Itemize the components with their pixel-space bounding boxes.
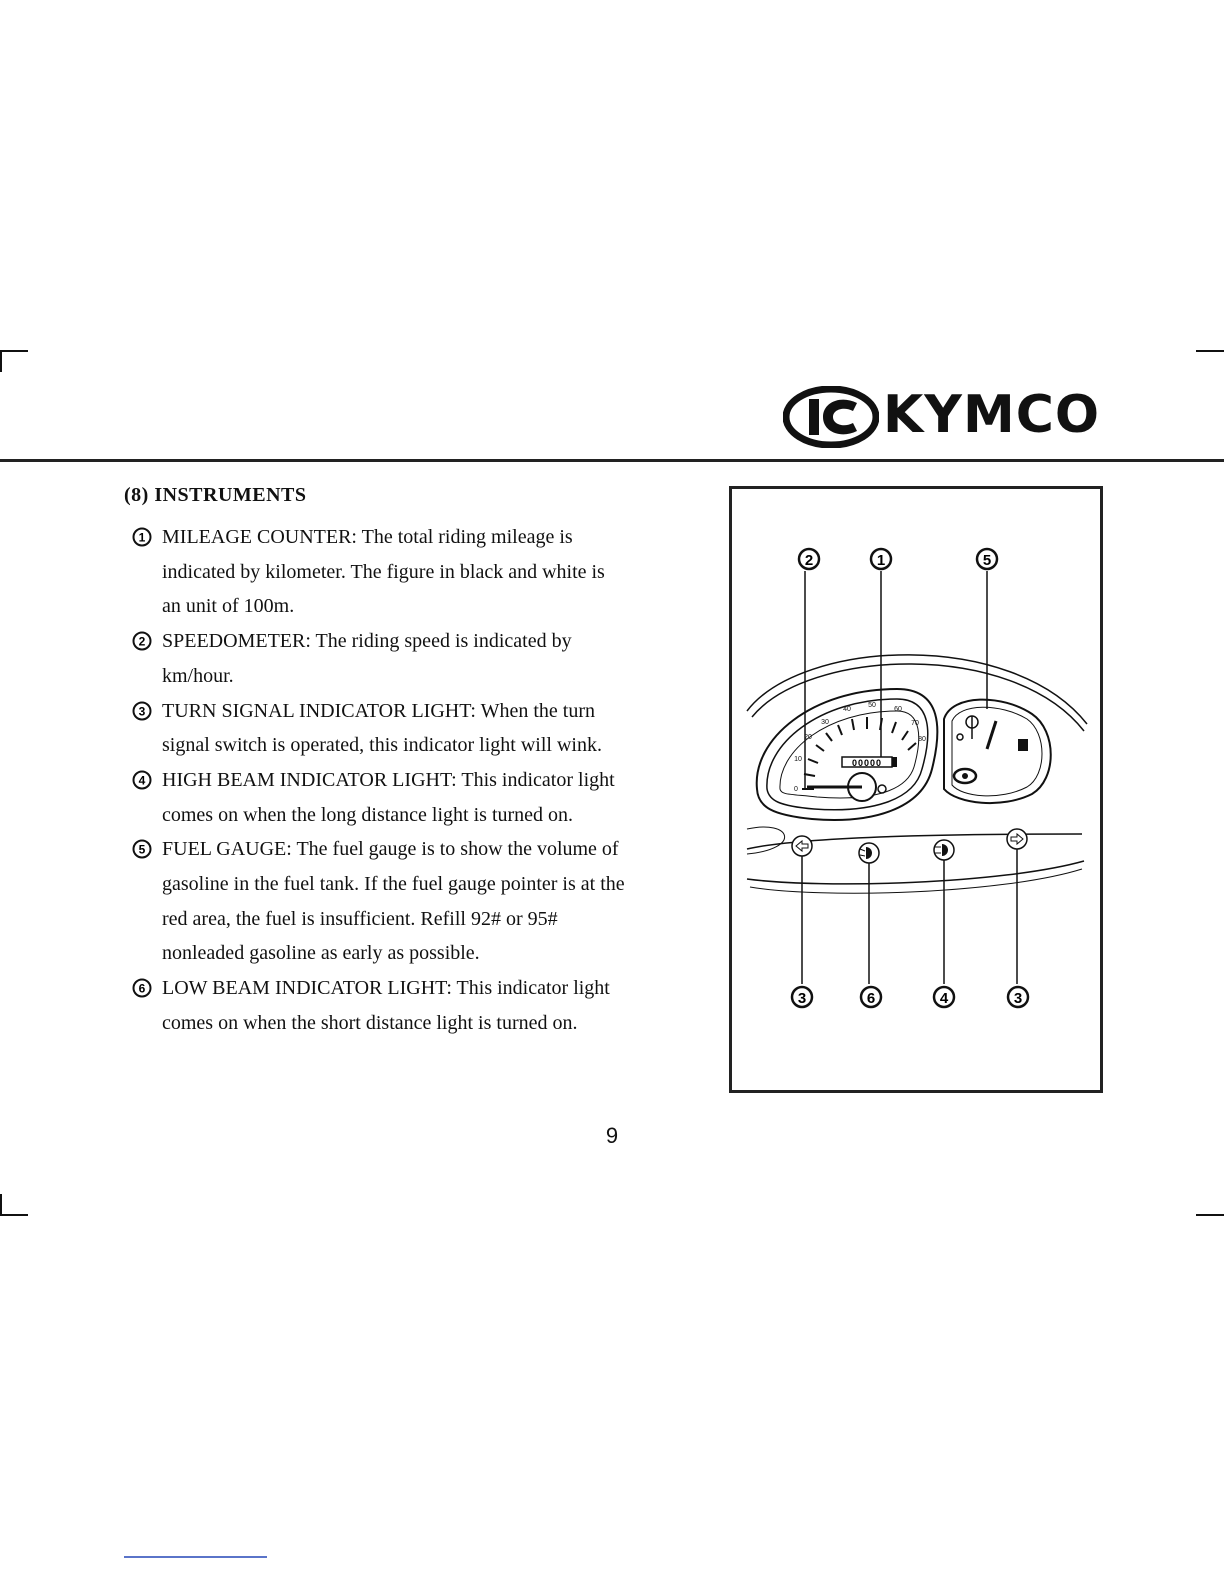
low-beam-indicator bbox=[859, 843, 879, 863]
callout-bottom-4 bbox=[934, 987, 954, 1007]
svg-text:50: 50 bbox=[868, 702, 876, 709]
svg-text:70: 70 bbox=[911, 720, 919, 727]
instrument-item-line: LOW BEAM INDICATOR LIGHT: This indicator light bbox=[162, 977, 610, 1000]
svg-text:40: 40 bbox=[843, 706, 851, 713]
instrument-item bbox=[124, 624, 704, 693]
svg-text:0: 0 bbox=[794, 786, 798, 793]
instrument-item-line: SPEEDOMETER: The riding speed is indicated by bbox=[162, 630, 572, 653]
instrument-panel-figure bbox=[729, 486, 1103, 1093]
svg-text:3: 3 bbox=[138, 704, 146, 719]
svg-text:5: 5 bbox=[982, 552, 992, 569]
svg-text:4: 4 bbox=[939, 990, 949, 1007]
callout-top-2 bbox=[799, 549, 819, 569]
svg-text:2: 2 bbox=[138, 634, 146, 649]
instrument-item-line: nonleaded gasoline as early as possible. bbox=[162, 942, 480, 965]
crop-mark-bottom-right-h bbox=[1196, 1214, 1224, 1216]
svg-text:6: 6 bbox=[138, 981, 146, 996]
instrument-item-line: comes on when the short distance light is turned on. bbox=[162, 1011, 578, 1034]
kymco-emblem-icon bbox=[783, 386, 879, 448]
circled-number-icon bbox=[132, 701, 152, 721]
svg-text:20: 20 bbox=[804, 734, 812, 741]
instrument-item-line: indicated by kilometer. The figure in black and white is bbox=[162, 560, 605, 583]
svg-text:80: 80 bbox=[918, 736, 926, 743]
instruments-section bbox=[124, 480, 704, 1041]
svg-text:3: 3 bbox=[797, 990, 807, 1007]
svg-text:6: 6 bbox=[866, 990, 876, 1007]
brand-name: KYMCO bbox=[883, 385, 1101, 445]
instrument-item bbox=[124, 694, 704, 763]
instrument-item-line: signal switch is operated, this indicator light will wink. bbox=[162, 734, 602, 757]
circled-number-icon bbox=[132, 527, 152, 547]
right-turn-indicator bbox=[1007, 829, 1027, 849]
svg-text:4: 4 bbox=[138, 773, 146, 788]
circled-number-icon bbox=[132, 839, 152, 859]
instrument-item-line: MILEAGE COUNTER: The total riding mileage is bbox=[162, 526, 573, 548]
instrument-list bbox=[124, 520, 704, 1041]
circled-number-icon bbox=[132, 770, 152, 790]
svg-text:00000: 00000 bbox=[851, 758, 883, 768]
crop-mark-bottom-left-h bbox=[0, 1214, 28, 1216]
kymco-logo bbox=[783, 386, 1103, 448]
page-number: 9 bbox=[605, 1123, 619, 1148]
callout-top-5 bbox=[977, 549, 997, 569]
instrument-item-line: an unit of 100m. bbox=[162, 595, 295, 618]
header-divider bbox=[0, 459, 1224, 462]
section-title: (8) INSTRUMENTS bbox=[124, 484, 307, 506]
svg-text:30: 30 bbox=[821, 719, 829, 726]
instrument-item-line: FUEL GAUGE: The fuel gauge is to show the volume of bbox=[162, 838, 619, 861]
crop-mark-top-left-v bbox=[0, 350, 2, 372]
footer-link-underline[interactable] bbox=[124, 1556, 267, 1558]
instrument-item-line: km/hour. bbox=[162, 664, 234, 687]
instrument-panel-illustration bbox=[732, 489, 1100, 1090]
instrument-item bbox=[124, 520, 704, 624]
instrument-item bbox=[124, 971, 704, 1040]
high-beam-indicator bbox=[934, 840, 954, 860]
instrument-item-line: red area, the fuel is insufficient. Refill 92# or 95# bbox=[162, 907, 558, 930]
circled-number-icon bbox=[132, 631, 152, 651]
svg-text:5: 5 bbox=[138, 842, 146, 857]
instrument-item-line: HIGH BEAM INDICATOR LIGHT: This indicator light bbox=[162, 768, 615, 791]
callout-bottom-3-right bbox=[1008, 987, 1028, 1007]
circled-number-icon bbox=[132, 978, 152, 998]
instrument-item bbox=[124, 832, 704, 971]
svg-text:1: 1 bbox=[138, 530, 146, 545]
instrument-item-line: TURN SIGNAL INDICATOR LIGHT: When the turn bbox=[162, 699, 596, 722]
svg-text:3: 3 bbox=[1013, 990, 1023, 1007]
callout-bottom-3-left bbox=[792, 987, 812, 1007]
svg-text:60: 60 bbox=[894, 706, 902, 713]
callout-top-1 bbox=[871, 549, 891, 569]
instrument-item bbox=[124, 763, 704, 832]
fuel-gauge bbox=[944, 700, 1051, 803]
crop-mark-top-left-h bbox=[0, 350, 28, 352]
svg-text:1: 1 bbox=[876, 552, 886, 569]
svg-text:2: 2 bbox=[804, 552, 814, 569]
crop-mark-top-right-h bbox=[1196, 350, 1224, 352]
svg-text:10: 10 bbox=[794, 756, 802, 763]
speedometer bbox=[757, 689, 938, 820]
callout-bottom-6 bbox=[861, 987, 881, 1007]
crop-mark-bottom-left-v bbox=[0, 1194, 2, 1216]
instrument-item-line: gasoline in the fuel tank. If the fuel gauge pointer is at the bbox=[162, 873, 625, 896]
left-turn-indicator bbox=[792, 836, 812, 856]
instrument-item-line: comes on when the long distance light is turned on. bbox=[162, 803, 574, 826]
